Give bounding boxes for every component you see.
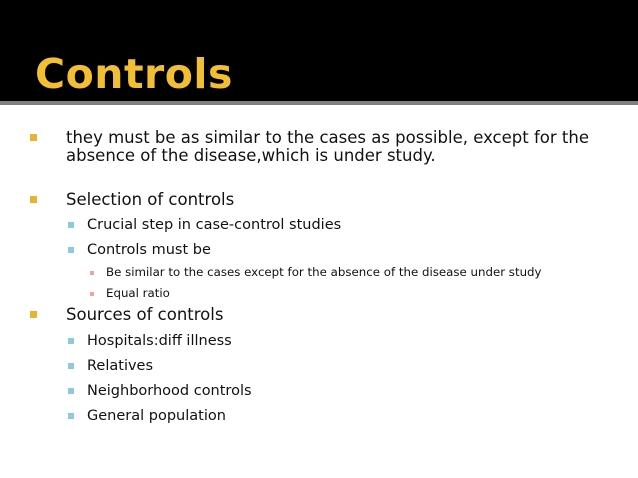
sub-bullet-text: Neighborhood controls (87, 383, 252, 399)
bullet-text: Sources of controls (66, 305, 224, 324)
square-bullet-icon (30, 311, 37, 318)
sub-sub-bullet-text: Equal ratio (106, 286, 170, 300)
sub-bullet-text: Relatives (87, 358, 154, 374)
slide-title: Controls (35, 50, 233, 98)
square-bullet-icon (30, 134, 37, 141)
bullet-text-continuation: absence of the disease,which is under study. (66, 146, 436, 165)
bullet-text: Selection of controls (66, 190, 235, 209)
square-bullet-icon (90, 271, 94, 275)
title-band (0, 0, 638, 101)
bullet-text: they must be as similar to the cases as possible, except for the (66, 128, 589, 147)
square-bullet-icon (68, 388, 74, 394)
square-bullet-icon (90, 292, 94, 296)
sub-bullet-text: Hospitals:diff illness (87, 333, 232, 349)
title-divider (0, 101, 638, 105)
square-bullet-icon (68, 338, 74, 344)
square-bullet-icon (68, 363, 74, 369)
square-bullet-icon (30, 196, 37, 203)
sub-bullet-text: Crucial step in case-control studies (87, 217, 342, 233)
sub-sub-bullet-text: Be similar to the cases except for the absence of the disease under study (106, 265, 542, 279)
sub-bullet-text: General population (87, 408, 226, 424)
square-bullet-icon (68, 247, 74, 253)
square-bullet-icon (68, 413, 74, 419)
sub-bullet-text: Controls must be (87, 242, 211, 258)
square-bullet-icon (68, 222, 74, 228)
